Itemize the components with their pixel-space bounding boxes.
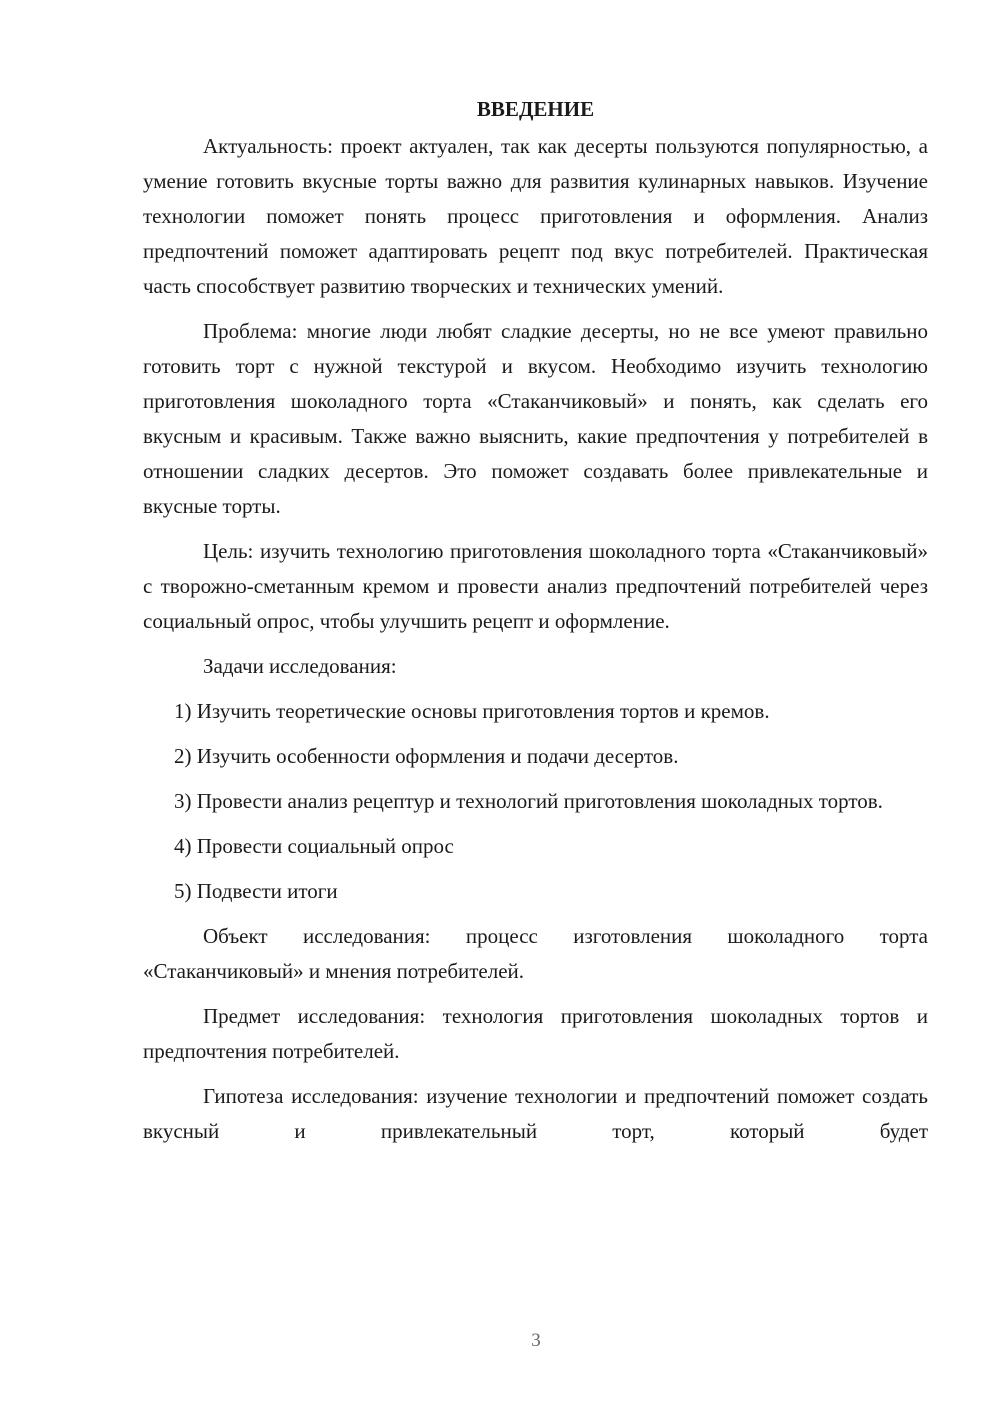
- task-item-1: 1) Изучить теоретические основы приготовления тортов и кремов.: [174, 699, 770, 723]
- object-paragraph: Объект исследования: процесс изготовления шоколадного торта «Стаканчиковый» и мнения потребителей.: [143, 924, 928, 983]
- task-item-4: 4) Провести социальный опрос: [174, 834, 454, 858]
- task-item-5: 5) Подвести итоги: [174, 879, 338, 903]
- task-item-2: 2) Изучить особенности оформления и подачи десертов.: [174, 744, 679, 768]
- document-page: [143, 92, 928, 1149]
- task-item-3: 3) Провести анализ рецептур и технологий приготовления шоколадных тортов.: [174, 789, 883, 813]
- page-number: 3: [531, 1330, 541, 1351]
- goal-paragraph: Цель: изучить технологию приготовления шоколадного торта «Стаканчиковый» с творожно-сметанным кремом и провести анализ предпочтений потребителей через социальный опрос, чтобы улучшить рецепт и оформление.: [143, 539, 928, 633]
- tasks-heading: Задачи исследования:: [203, 654, 397, 678]
- section-heading: ВВЕДЕНИЕ: [476, 97, 595, 121]
- problem-paragraph: Проблема: многие люди любят сладкие десерты, но не все умеют правильно готовить торт с нужной текстурой и вкусом. Необходимо изучить технологию приготовления шоколадного торта «Стаканчиковый» и понять, как сделать его вкусным и красивым. Также важно выяснить, какие предпочтения у потребителей в отношении сладких десертов. Это поможет создавать более привлекательные и вкусные торты.: [143, 319, 928, 518]
- subject-paragraph: Предмет исследования: технология приготовления шоколадных тортов и предпочтения потребителей.: [143, 1004, 928, 1063]
- relevance-paragraph: Актуальность: проект актуален, так как десерты пользуются популярностью, а умение готовить вкусные торты важно для развития кулинарных навыков. Изучение технологии поможет понять процесс приготовления и оформления. Анализ предпочтений поможет адаптировать рецепт под вкус потребителей. Практическая часть способствует развитию творческих и технических умений.: [143, 134, 928, 298]
- hypothesis-paragraph: Гипотеза исследования: изучение технологии и предпочтений поможет создать вкусный и привлекательный торт, который будет: [143, 1084, 928, 1143]
